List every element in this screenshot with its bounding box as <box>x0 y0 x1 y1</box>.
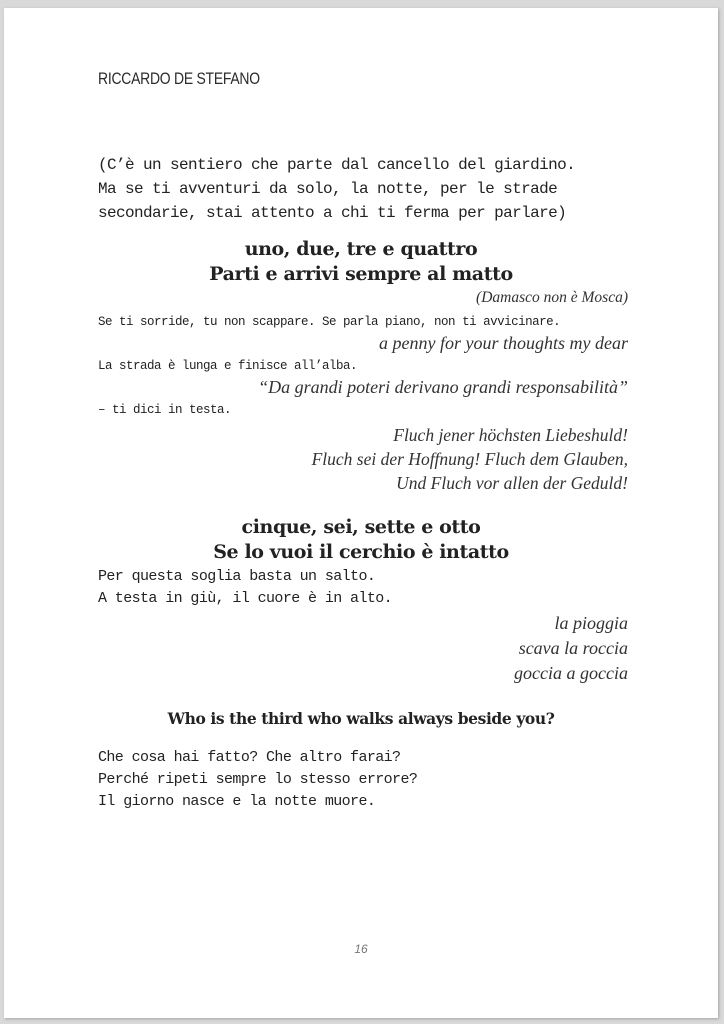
stanza1-line: – ti dici in testa. <box>98 403 232 417</box>
stanza1-line: La strada è lunga e finisce all’alba. <box>98 359 358 373</box>
stanza3-line: Che cosa hai fatto? Che altro farai? <box>98 749 401 766</box>
german-verse-line: Fluch sei der Hoffnung! Fluch dem Glauben, <box>311 449 628 469</box>
stanza2-heading-line: cinque, sei, sette e otto <box>241 516 481 538</box>
running-header-author: RICCARDO DE STEFANO <box>98 69 260 88</box>
stanza2-heading-line: Se lo vuoi il cerchio è intatto <box>213 541 509 563</box>
intro-line: (C’è un sentiero che parte dal cancello del giardino. <box>98 156 576 174</box>
stanza2-line: A testa in giù, il cuore è in alto. <box>98 590 393 607</box>
stanza2-italic-line: la pioggia <box>554 613 628 633</box>
stanza2-line: Per questa soglia basta un salto. <box>98 568 376 585</box>
stanza1-line: Se ti sorride, tu non scappare. Se parla piano, non ti avvicinare. <box>98 315 561 329</box>
stanza2-italic-line: goccia a goccia <box>514 663 628 683</box>
stanza1-heading-line: uno, due, tre e quattro <box>244 238 478 260</box>
page-number: 16 <box>354 942 368 956</box>
intro-line: secondarie, stai attento a chi ti ferma per parlare) <box>98 204 567 222</box>
stanza1-aside: (Damasco non è Mosca) <box>476 289 628 306</box>
stanza1-italic-line: a penny for your thoughts my dear <box>379 333 628 353</box>
stanza3-line: Perché ripeti sempre lo stesso errore? <box>98 771 418 788</box>
document-page <box>4 8 718 1018</box>
stanza3-line: Il giorno nasce e la notte muore. <box>98 793 376 810</box>
intro-line: Ma se ti avventuri da solo, la notte, per le strade <box>98 180 558 198</box>
stanza1-quote: “Da grandi poteri derivano grandi responsabilità” <box>258 377 628 397</box>
stanza1-heading-line: Parti e arrivi sempre al matto <box>209 263 513 285</box>
intro-paragraph <box>98 153 575 225</box>
stanza2-italic-line: scava la roccia <box>518 638 628 658</box>
german-verse-line: Und Fluch vor allen der Geduld! <box>396 473 628 493</box>
stanza3-heading: Who is the third who walks always beside you? <box>167 709 555 728</box>
german-verse-line: Fluch jener höchsten Liebeshuld! <box>393 425 628 445</box>
